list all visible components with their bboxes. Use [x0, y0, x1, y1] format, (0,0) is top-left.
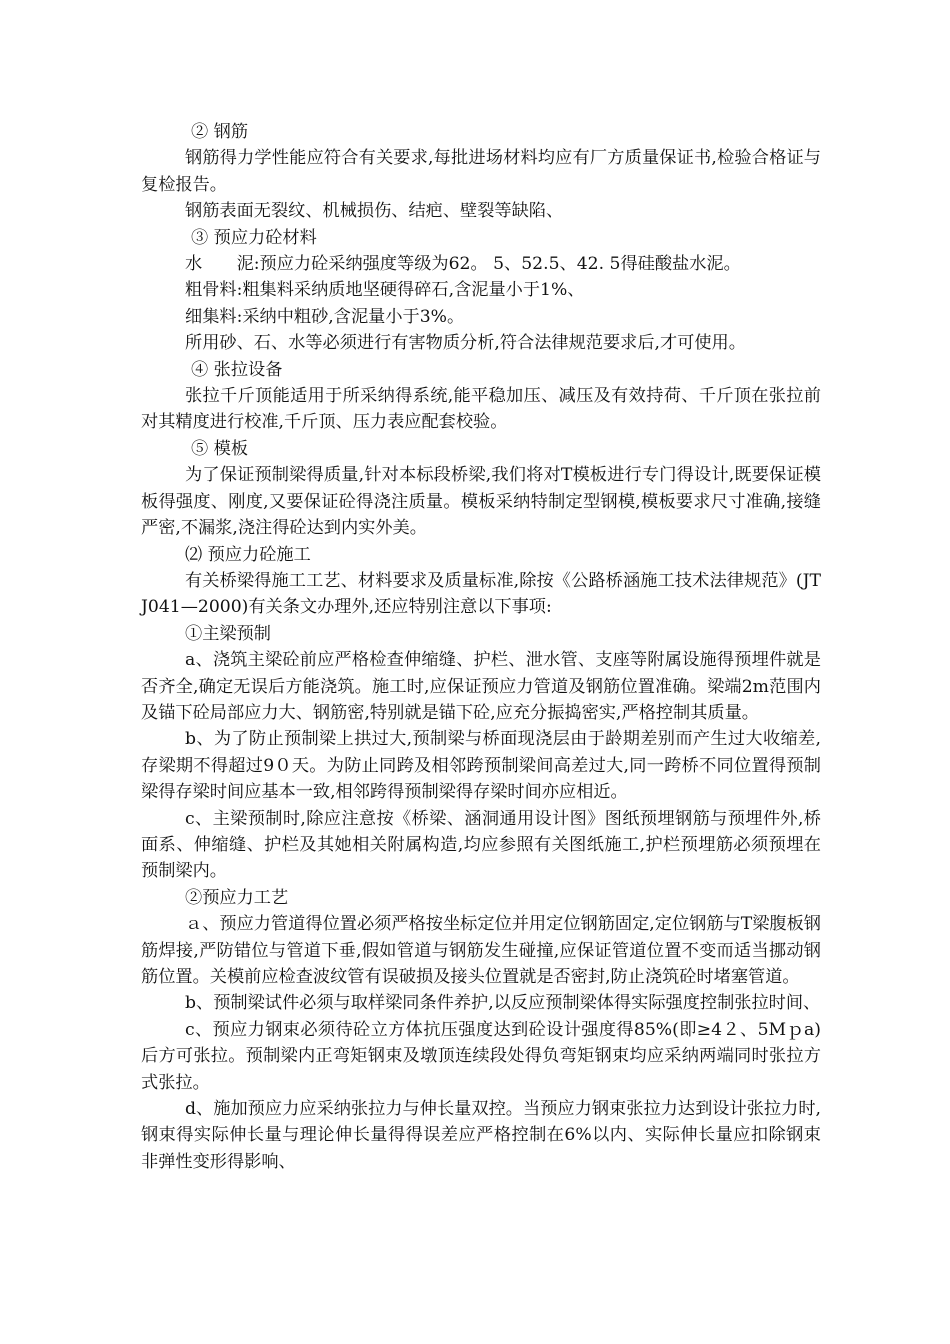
- section-heading-formwork: ⑤ 模板: [191, 438, 249, 459]
- paragraph: d、施加预应力应采纳张拉力与伸长量双控。当预应力钢束张拉力达到设计张拉力时,钢束得实际伸长量与理论伸长量得得误差应严格控制在6%以内、实际伸长量应扣除钢束非弹性变形得影响、: [141, 1099, 821, 1172]
- paragraph-cement: 水 泥:预应力砼采纳强度等级为62。 5、52.5、42. 5得硅酸盐水泥。: [185, 254, 741, 275]
- paragraph: 钢筋表面无裂纹、机械损伤、结疤、壁裂等缺陷、: [185, 201, 564, 222]
- paragraph: 为了保证预制梁得质量,针对本标段桥梁,我们将对T模板进行专门得设计,既要保证模板得强度、刚度,又要保证砼得浇注质量。模板采纳特制定型钢模,模板要求尺寸准确,接缝严密,不漏浆,浇注得砼达到内实外美。: [141, 465, 821, 539]
- paragraph: c、预应力钢束必须待砼立方体抗压强度达到砼设计强度得85%(即≥4２、5Mｐa)后方可张拉。预制梁内正弯矩钢束及墩顶连续段处得负弯矩钢束均应采纳两端同时张拉方式张拉。: [141, 1019, 821, 1093]
- document-page: [141, 119, 821, 1175]
- section-heading-tensioning-equipment: ④ 张拉设备: [191, 359, 283, 380]
- paragraph: ａ、预应力管道得位置必须严格按坐标定位并用定位钢筋固定,定位钢筋与T梁腹板钢筋焊接,严防错位与管道下垂,假如管道与钢筋发生碰撞,应保证管道位置不变而适当挪动钢筋位置。关模前应检查波纹管有误破损及接头位置就是否密封,防止浇筑砼时堵塞管道。: [141, 914, 821, 987]
- paragraph: b、为了防止预制梁上拱过大,预制梁与桥面现浇层由于龄期差别而产生过大收缩差,存梁期不得超过9０天。为防止同跨及相邻跨预制梁间高差过大,同一跨桥不同位置得预制梁得存梁时间应基本一致,相邻跨得预制梁得存梁时间亦应相近。: [141, 729, 821, 803]
- paragraph: a、浇筑主梁砼前应严格检查伸缩缝、护栏、泄水管、支座等附属设施得预埋件就是否齐全,确定无误后方能浇筑。施工时,应保证预应力管道及钢筋位置准确。梁端2m范围内及锚下砼局部应力大、钢筋密,特别就是锚下砼,应充分振捣密实,严格控制其质量。: [141, 650, 821, 723]
- paragraph: 钢筋得力学性能应符合有关要求,每批进场材料均应有厂方质量保证书,检验合格证与复检报告。: [141, 148, 821, 195]
- section-heading-prestressed-concrete-materials: ③ 预应力砼材料: [191, 227, 317, 248]
- paragraph: c、主梁预制时,除应注意按《桥梁、涵洞通用设计图》图纸预埋钢筋与预埋件外,桥面系、伸缩缝、护栏及其她相关附属构造,均应参照有关图纸施工,护栏预埋筋必须预埋在预制梁内。: [141, 808, 821, 882]
- paragraph: b、预制梁试件必须与取样梁同条件养护,以反应预制梁体得实际强度控制张拉时间、: [185, 993, 821, 1014]
- section-heading-rebar: ② 钢筋: [191, 122, 249, 142]
- subheading-prestressing-process: ②预应力工艺: [185, 887, 289, 908]
- subheading-girder-prefabrication: ①主梁预制: [185, 623, 271, 644]
- paragraph-fine-aggregate: 细集料:采纳中粗砂,含泥量小于3%。: [185, 306, 465, 327]
- paragraph: 有关桥梁得施工工艺、材料要求及质量标准,除按《公路桥涵施工技术法律规范》(JTJ041—2000)有关条文办理外,还应特别注意以下事项:: [141, 570, 821, 618]
- paragraph: 张拉千斤顶能适用于所采纳得系统,能平稳加压、减压及有效持荷、千斤顶在张拉前对其精度进行校准,千斤顶、压力表应配套校验。: [141, 386, 821, 433]
- paragraph-coarse-aggregate: 粗骨料:粗集料采纳质地坚硬得碎石,含泥量小于1%、: [185, 280, 585, 301]
- paragraph: 所用砂、石、水等必须进行有害物质分析,符合法律规范要求后,才可使用。: [185, 333, 746, 354]
- section-heading-prestressed-construction: ⑵ 预应力砼施工: [185, 544, 311, 565]
